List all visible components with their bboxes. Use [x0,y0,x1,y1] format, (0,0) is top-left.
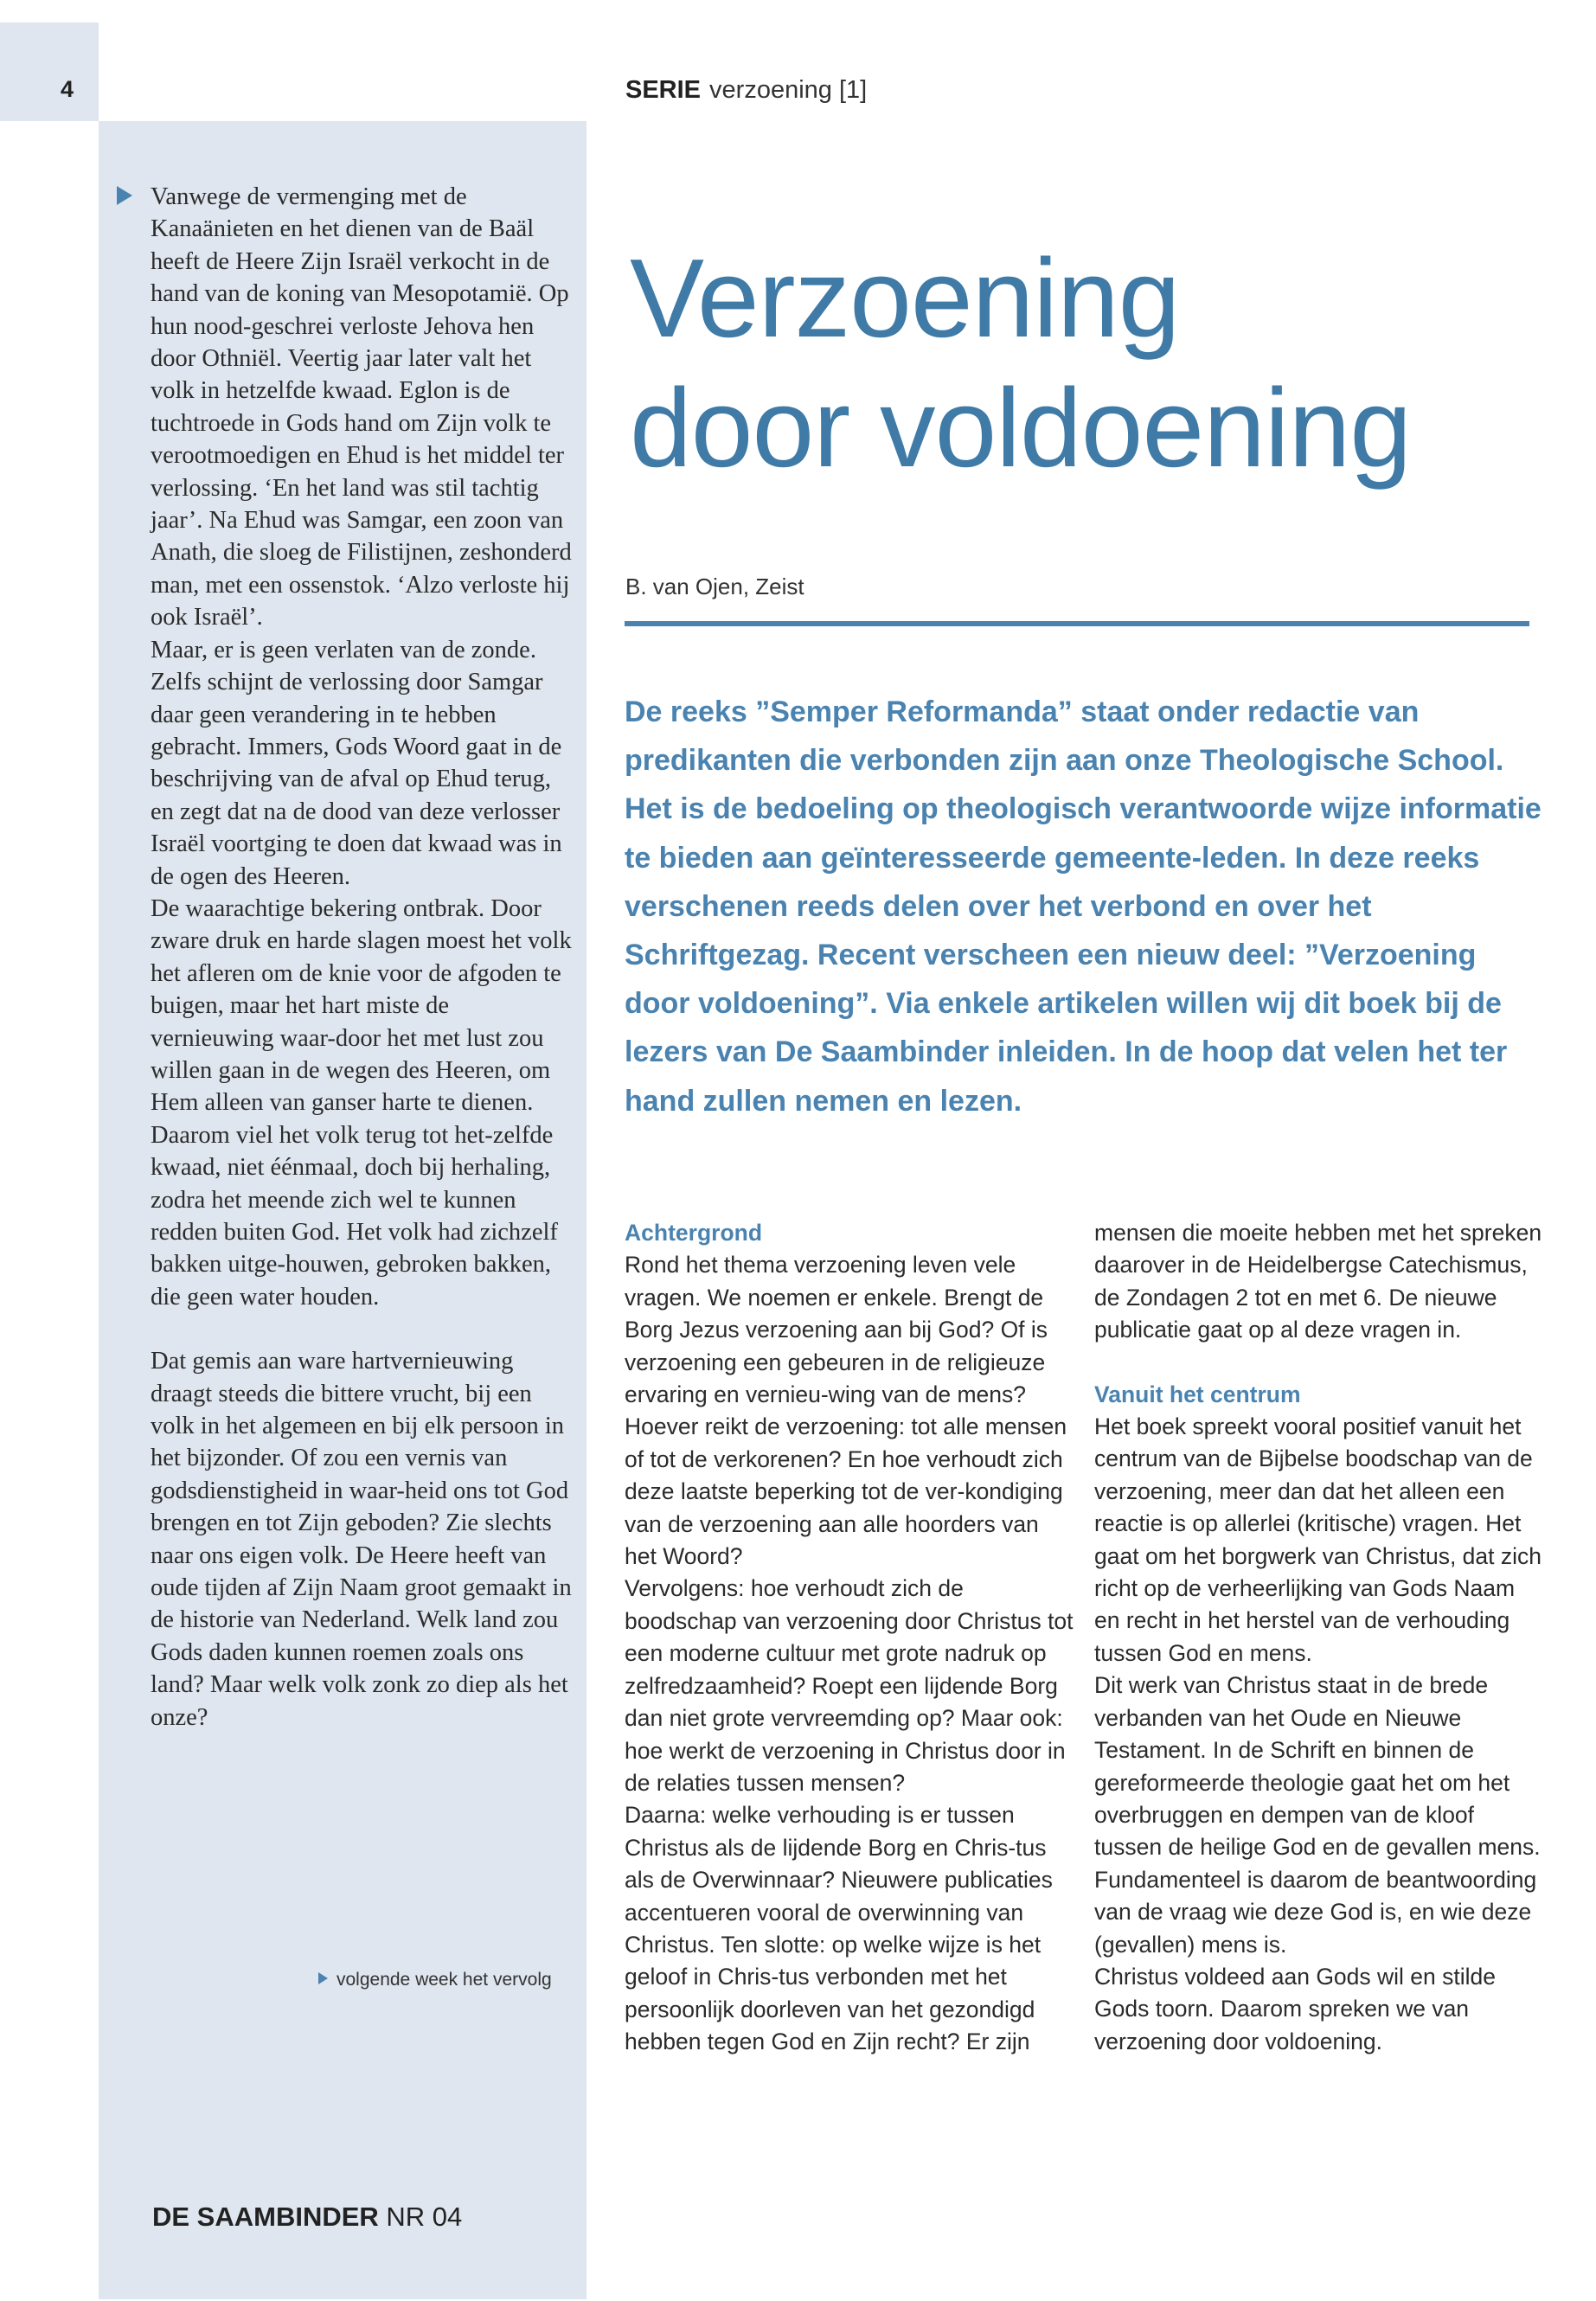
footer [152,2202,462,2233]
body-paragraph: Christus voldeed aan Gods wil en stilde Gods toorn. Daarom spreken we van verzoening door voldoening. [1094,1963,1496,2054]
title-line-1: Verzoening [630,236,1180,361]
body-paragraph: Vervolgens: hoe verhoudt zich de boodschap van verzoening door Christus tot een moderne cultuur met grote nadruk op zelfredzaamheid? Roept een lijdende Borg dan niet grote vervreemding op? Maar ook: hoe werkt de verzoening in Christus door in de relaties tussen mensen? [625,1575,1074,1796]
page-number: 4 [61,76,74,102]
body-column-2 [1094,1217,1544,2058]
title-line-2: door voldoening [630,366,1412,490]
sidebar-paragraph: Vanwege de vermenging met de Kanaänieten en het dienen van de Baäl heeft de Heere Zijn Israël verkocht in de hand van de koning van Mesopotamië. Op hun nood-geschrei verloste Jehova hen door Othniël. Veertig jaar later valt het volk in hetzelfde kwaad. Eglon is de tuchtroede in Gods hand om Zijn volk te verootmoedigen en Ehud is het middel ter verlossing. ‘En het land was stil tachtig jaar’. Na Ehud was Samgar, een zoon van Anath, die sloeg de Filistijnen, zeshonderd man, met een ossenstok. ‘Alzo verloste hij ook Israël’. [151,183,572,631]
body-paragraph: Rond het thema verzoening leven vele vragen. We noemen er enkele. Brengt de Borg Jezus verzoening aan bij God? Of is verzoening een gebeuren in de religieuze ervaring en vernieu-wing van de mens? Hoever reikt de verzoening: tot alle mensen of tot de verkorenen? En hoe verhoudt zich deze laatste beperking tot de ver-kondiging van de verzoening aan alle hoorders van het Woord? [625,1252,1067,1570]
magazine-name: DE SAAMBINDER [152,2202,379,2232]
continuation-arrow-icon [117,186,132,205]
author-byline: B. van Ojen, Zeist [625,574,804,599]
sidebar-paragraph: Dat gemis aan ware hartvernieuwing draagt steeds die bittere vrucht, bij een volk in het algemeen en bij elk persoon in het bijzonder. Of zou een vernis van godsdienstigheid in waar-heid ons tot God brengen en tot Zijn geboden? Zie slechts naar ons eigen volk. De Heere heeft van oude tijden af Zijn Naam groot gemaakt in de historie van Nederland. Welk land zou Gods daden kunnen roemen zoals ons land? Maar welk volk zonk zo diep als het onze? [151,1348,572,1731]
article-title [630,234,1581,493]
section-heading: Vanuit het centrum [1094,1381,1301,1407]
triangle-icon [318,1972,328,1984]
series-label: SERIE [625,76,702,104]
sidebar-paragraph: De waarachtige bekering ontbrak. Door zware druk en harde slagen moest het volk het afleren om de knie voor de afgoden te buigen, maar het hart miste de vernieuwing waar-door het met lust zou willen gaan in de wegen des Heeren, om Hem alleen van ganser harte te dienen. Daarom viel het volk terug tot het-zelfde kwaad, niet éénmaal, doch bij herhaling, zodra het meende zich wel te kunnen redden buiten God. Het volk had zichzelf bakken uitge-houwen, gebroken bakken, die geen water houden. [151,894,572,1311]
body-paragraph: Daarna: welke verhouding is er tussen Christus als de lijdende Borg en Chris-tus als de Overwinnaar? Nieuwere publicaties accentueren vooral de overwinning van Christus. Ten slotte: op welke wijze is het geloof in Chris-tus verbonden met het persoonlijk doorleven van het gezondigd hebben tegen God en Zijn recht? Er zijn [625,1802,1053,2055]
sidebar-paragraph: Maar, er is geen verlaten van de zonde. Zelfs schijnt de verlossing door Samgar daar geen verandering in te hebben gebracht. Immers, Gods Woord gaat in de beschrijving van de afval op Ehud terug, en zegt dat na de dood van deze verlosser Israël voortging te doen dat kwaad was in de ogen des Heeren. [151,636,562,890]
body-column-1 [625,1217,1074,2059]
issue-number: NR 04 [386,2202,463,2232]
page-number-box [0,22,99,121]
continued-note [318,1970,552,1990]
body-paragraph: Het boek spreekt vooral positief vanuit het centrum van de Bijbelse boodschap van de verzoening, meer dan dat het alleen een reactie is op allerlei (kritische) vragen. Het gaat om het borgwerk van Christus, dat zich richt op de verheerlijking van Gods Naam en recht in het herstel van de verhouding tussen God en mens. [1094,1413,1542,1666]
body-paragraph: Dit werk van Christus staat in de brede verbanden van het Oude en Nieuwe Testament. In de Schrift en binnen de gereformeerde theologie gaat het om het overbruggen en dempen van de kloof tussen de heilige God en de gevallen mens. Fundamenteel is daarom de beantwoording van de vraag wie deze God is, en wie deze (gevallen) mens is. [1094,1672,1541,1958]
body-paragraph: mensen die moeite hebben met het spreken daarover in de Heidelbergse Catechismus, de Zondagen 2 tot en met 6. De nieuwe publicatie gaat op al deze vragen in. [1094,1220,1542,1343]
article-intro: De reeks ”Semper Reformanda” staat onder redactie van predikanten die verbonden zijn aan onze Theologische School. Het is de bedoeling op theologisch verantwoorde wijze informatie te bieden aan geïnteresseerde gemeente-leden. In deze reeks verschenen reeds delen over het verbond en over het Schriftgezag. Recent verscheen een nieuw deel: ”Verzoening door voldoening”. Via enkele artikelen willen wij dit boek bij de lezers van De Saambinder inleiden. In de hoop dat velen het ter hand zullen nemen en lezen. [625,695,1542,1118]
sidebar-text [151,181,574,1734]
section-heading: Achtergrond [625,1220,762,1246]
continued-note-text: volgende week het vervolg [337,1970,552,1990]
series-title: verzoening [1] [709,76,868,104]
title-divider [625,621,1529,626]
series-header [625,76,867,105]
